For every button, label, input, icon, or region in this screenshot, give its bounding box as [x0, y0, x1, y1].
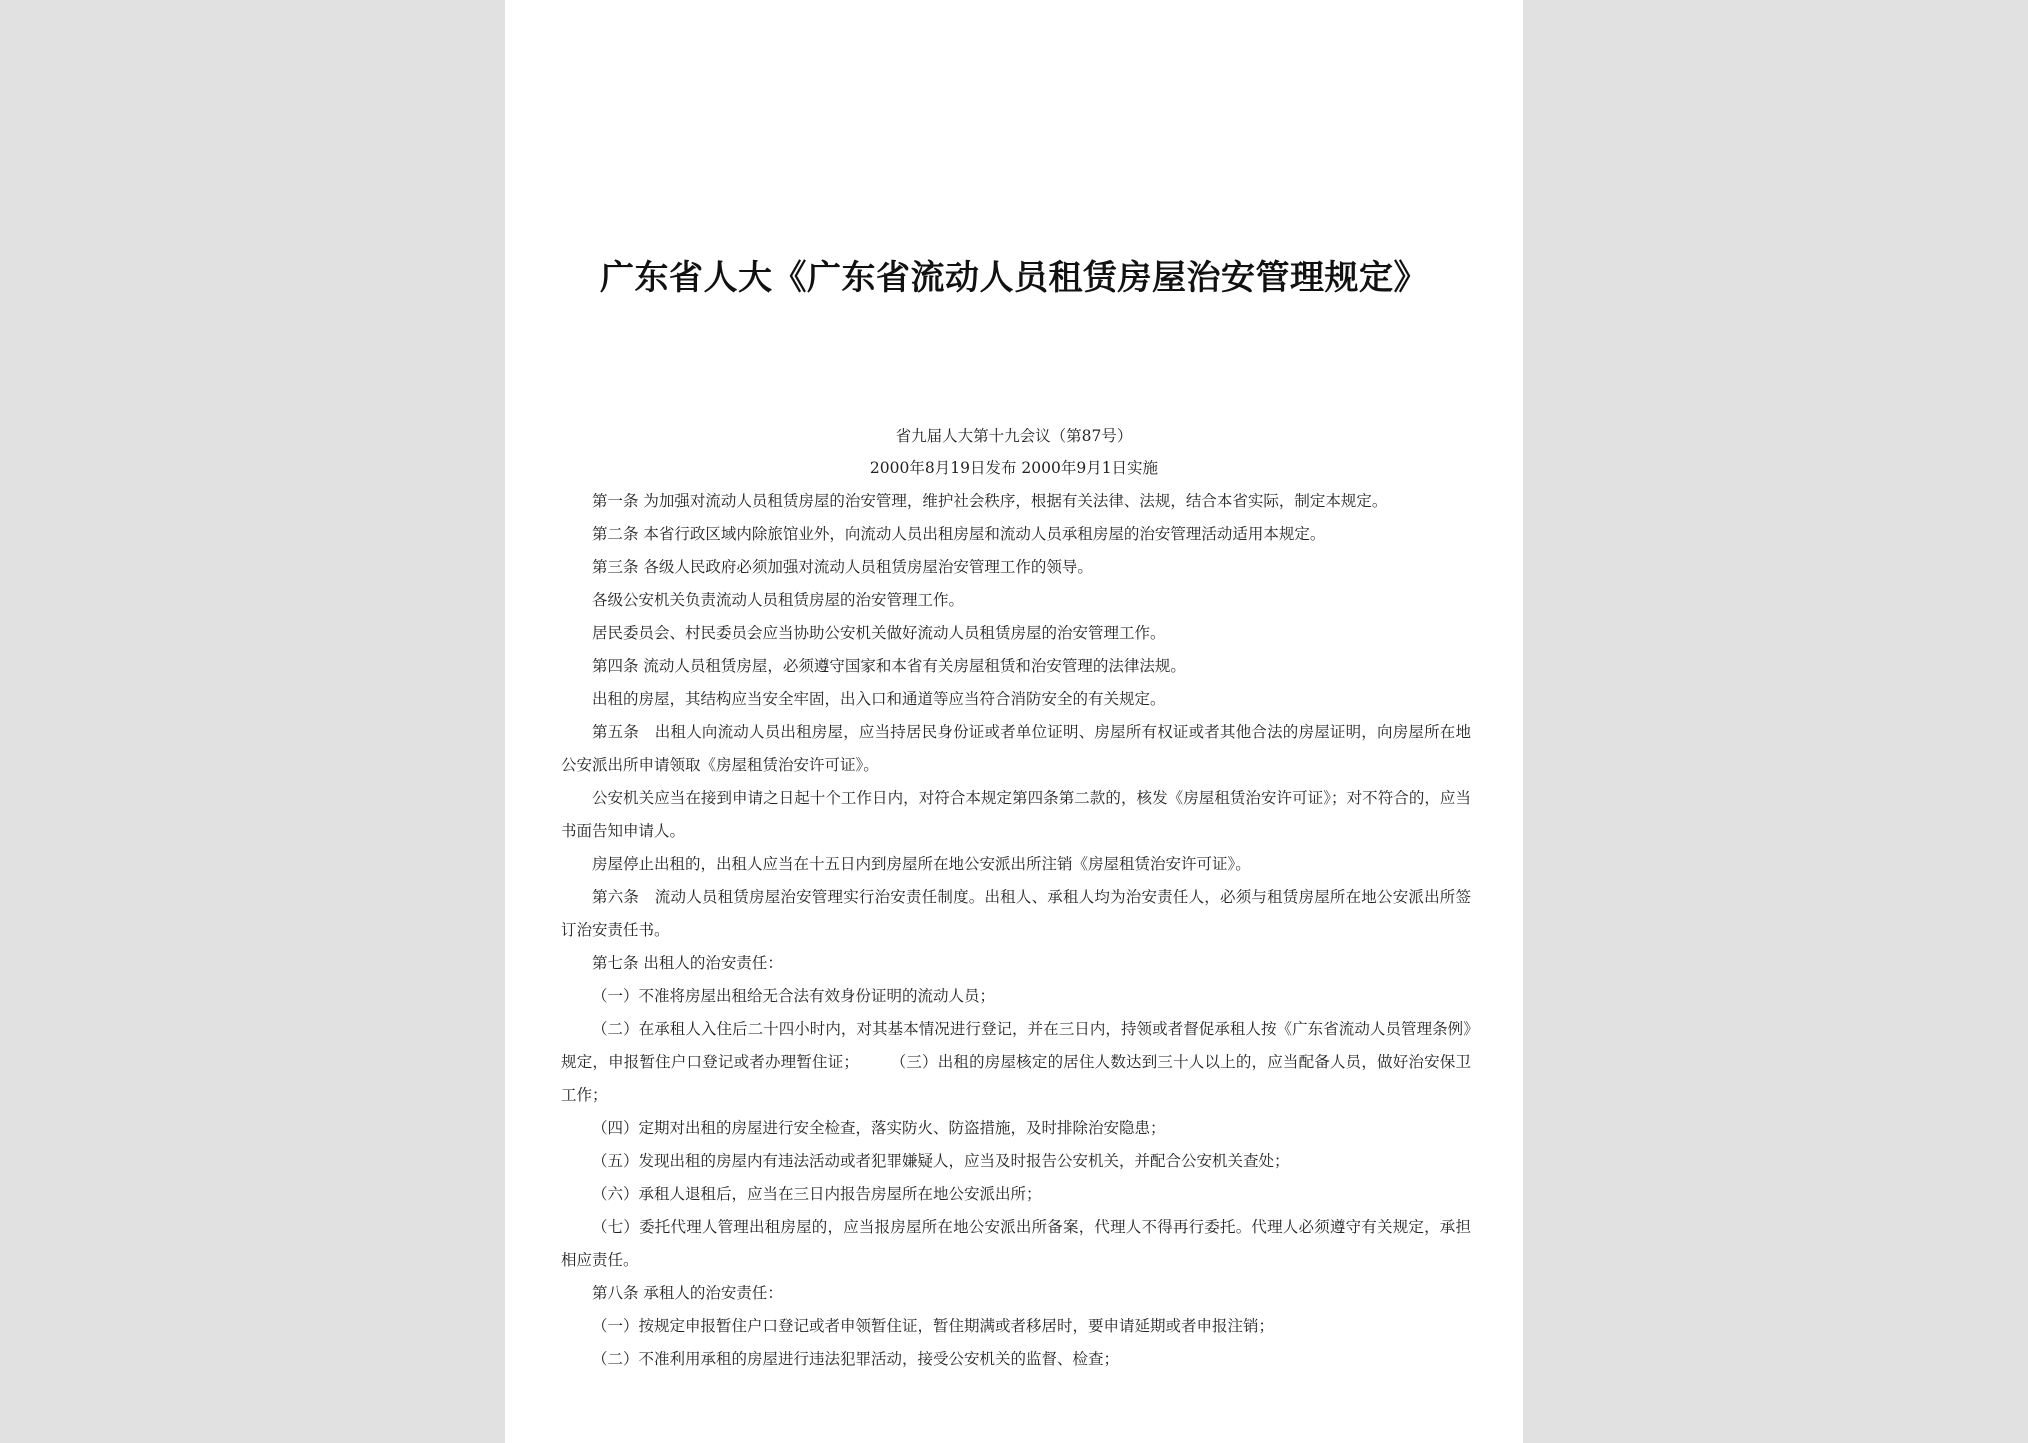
paragraph: 第三条 各级人民政府必须加强对流动人员租赁房屋治安管理工作的领导。	[592, 558, 1093, 576]
paragraph: 各级公安机关负责流动人员租赁房屋的治安管理工作。	[592, 591, 965, 609]
paragraph: （五）发现出租的房屋内有违法活动或者犯罪嫌疑人，应当及时报告公安机关，并配合公安机关查处；	[592, 1152, 1290, 1170]
paragraph: （一）按规定申报暂住户口登记或者申领暂住证，暂住期满或者移居时，要申请延期或者申报注销；	[592, 1317, 1275, 1335]
paragraph: 公安机关应当在接到申请之日起十个工作日内，对符合本规定第四条第二款的，核发《房屋租赁治安许可证》；对不符合的，应当书面告知申请人。	[561, 789, 1471, 840]
paragraph: （一）不准将房屋出租给无合法有效身份证明的流动人员；	[592, 987, 996, 1005]
paragraph: 出租的房屋，其结构应当安全牢固，出入口和通道等应当符合消防安全的有关规定。	[592, 690, 1166, 708]
document-title: 广东省人大《广东省流动人员租赁房屋治安管理规定》	[600, 258, 1428, 298]
paragraph: 房屋停止出租的，出租人应当在十五日内到房屋所在地公安派出所注销《房屋租赁治安许可证》。	[592, 855, 1251, 873]
paragraph: 第五条 出租人向流动人员出租房屋，应当持居民身份证或者单位证明、房屋所有权证或者其他合法的房屋证明，向房屋所在地公安派出所申请领取《房屋租赁治安许可证》。	[561, 723, 1471, 774]
paragraph: 第一条 为加强对流动人员租赁房屋的治安管理，维护社会秩序，根据有关法律、法规，结合本省实际，制定本规定。	[592, 492, 1388, 510]
publish-dates: 2000年8月19日发布 2000年9月1日实施	[869, 459, 1159, 477]
paragraph: （二）不准利用承租的房屋进行违法犯罪活动，接受公安机关的监督、检查；	[592, 1350, 1120, 1368]
paragraph: 第二条 本省行政区域内除旅馆业外，向流动人员出租房屋和流动人员承租房屋的治安管理活动适用本规定。	[592, 525, 1326, 543]
paragraph: 第六条 流动人员租赁房屋治安管理实行治安责任制度。出租人、承租人均为治安责任人，必须与租赁房屋所在地公安派出所签订治安责任书。	[561, 888, 1471, 939]
document-page	[505, 0, 1523, 1443]
paragraph: 第七条 出租人的治安责任：	[592, 954, 783, 972]
paragraph: （六）承租人退租后，应当在三日内报告房屋所在地公安派出所；	[592, 1185, 1042, 1203]
document-body	[561, 485, 1471, 1376]
paragraph: 第四条 流动人员租赁房屋，必须遵守国家和本省有关房屋租赁和治安管理的法律法规。	[592, 657, 1186, 675]
paragraph: （四）定期对出租的房屋进行安全检查，落实防火、防盗措施，及时排除治安隐患；	[592, 1119, 1166, 1137]
meeting-info: 省九届人大第十九会议（第87号）	[895, 427, 1133, 445]
paragraph: （二）在承租人入住后二十四小时内，对其基本情况进行登记，并在三日内，持领或者督促承租人按《广东省流动人员管理条例》规定，申报暂住户口登记或者办理暂住证； （三）出租的房屋核定的居住人数达到三十人以上的，应当配备人员，做好治安保卫工作；	[561, 1020, 1471, 1104]
paragraph: 第八条 承租人的治安责任：	[592, 1284, 783, 1302]
paragraph: （七）委托代理人管理出租房屋的，应当报房屋所在地公安派出所备案，代理人不得再行委托。代理人必须遵守有关规定，承担相应责任。	[561, 1218, 1471, 1269]
paragraph: 居民委员会、村民委员会应当协助公安机关做好流动人员租赁房屋的治安管理工作。	[592, 624, 1166, 642]
